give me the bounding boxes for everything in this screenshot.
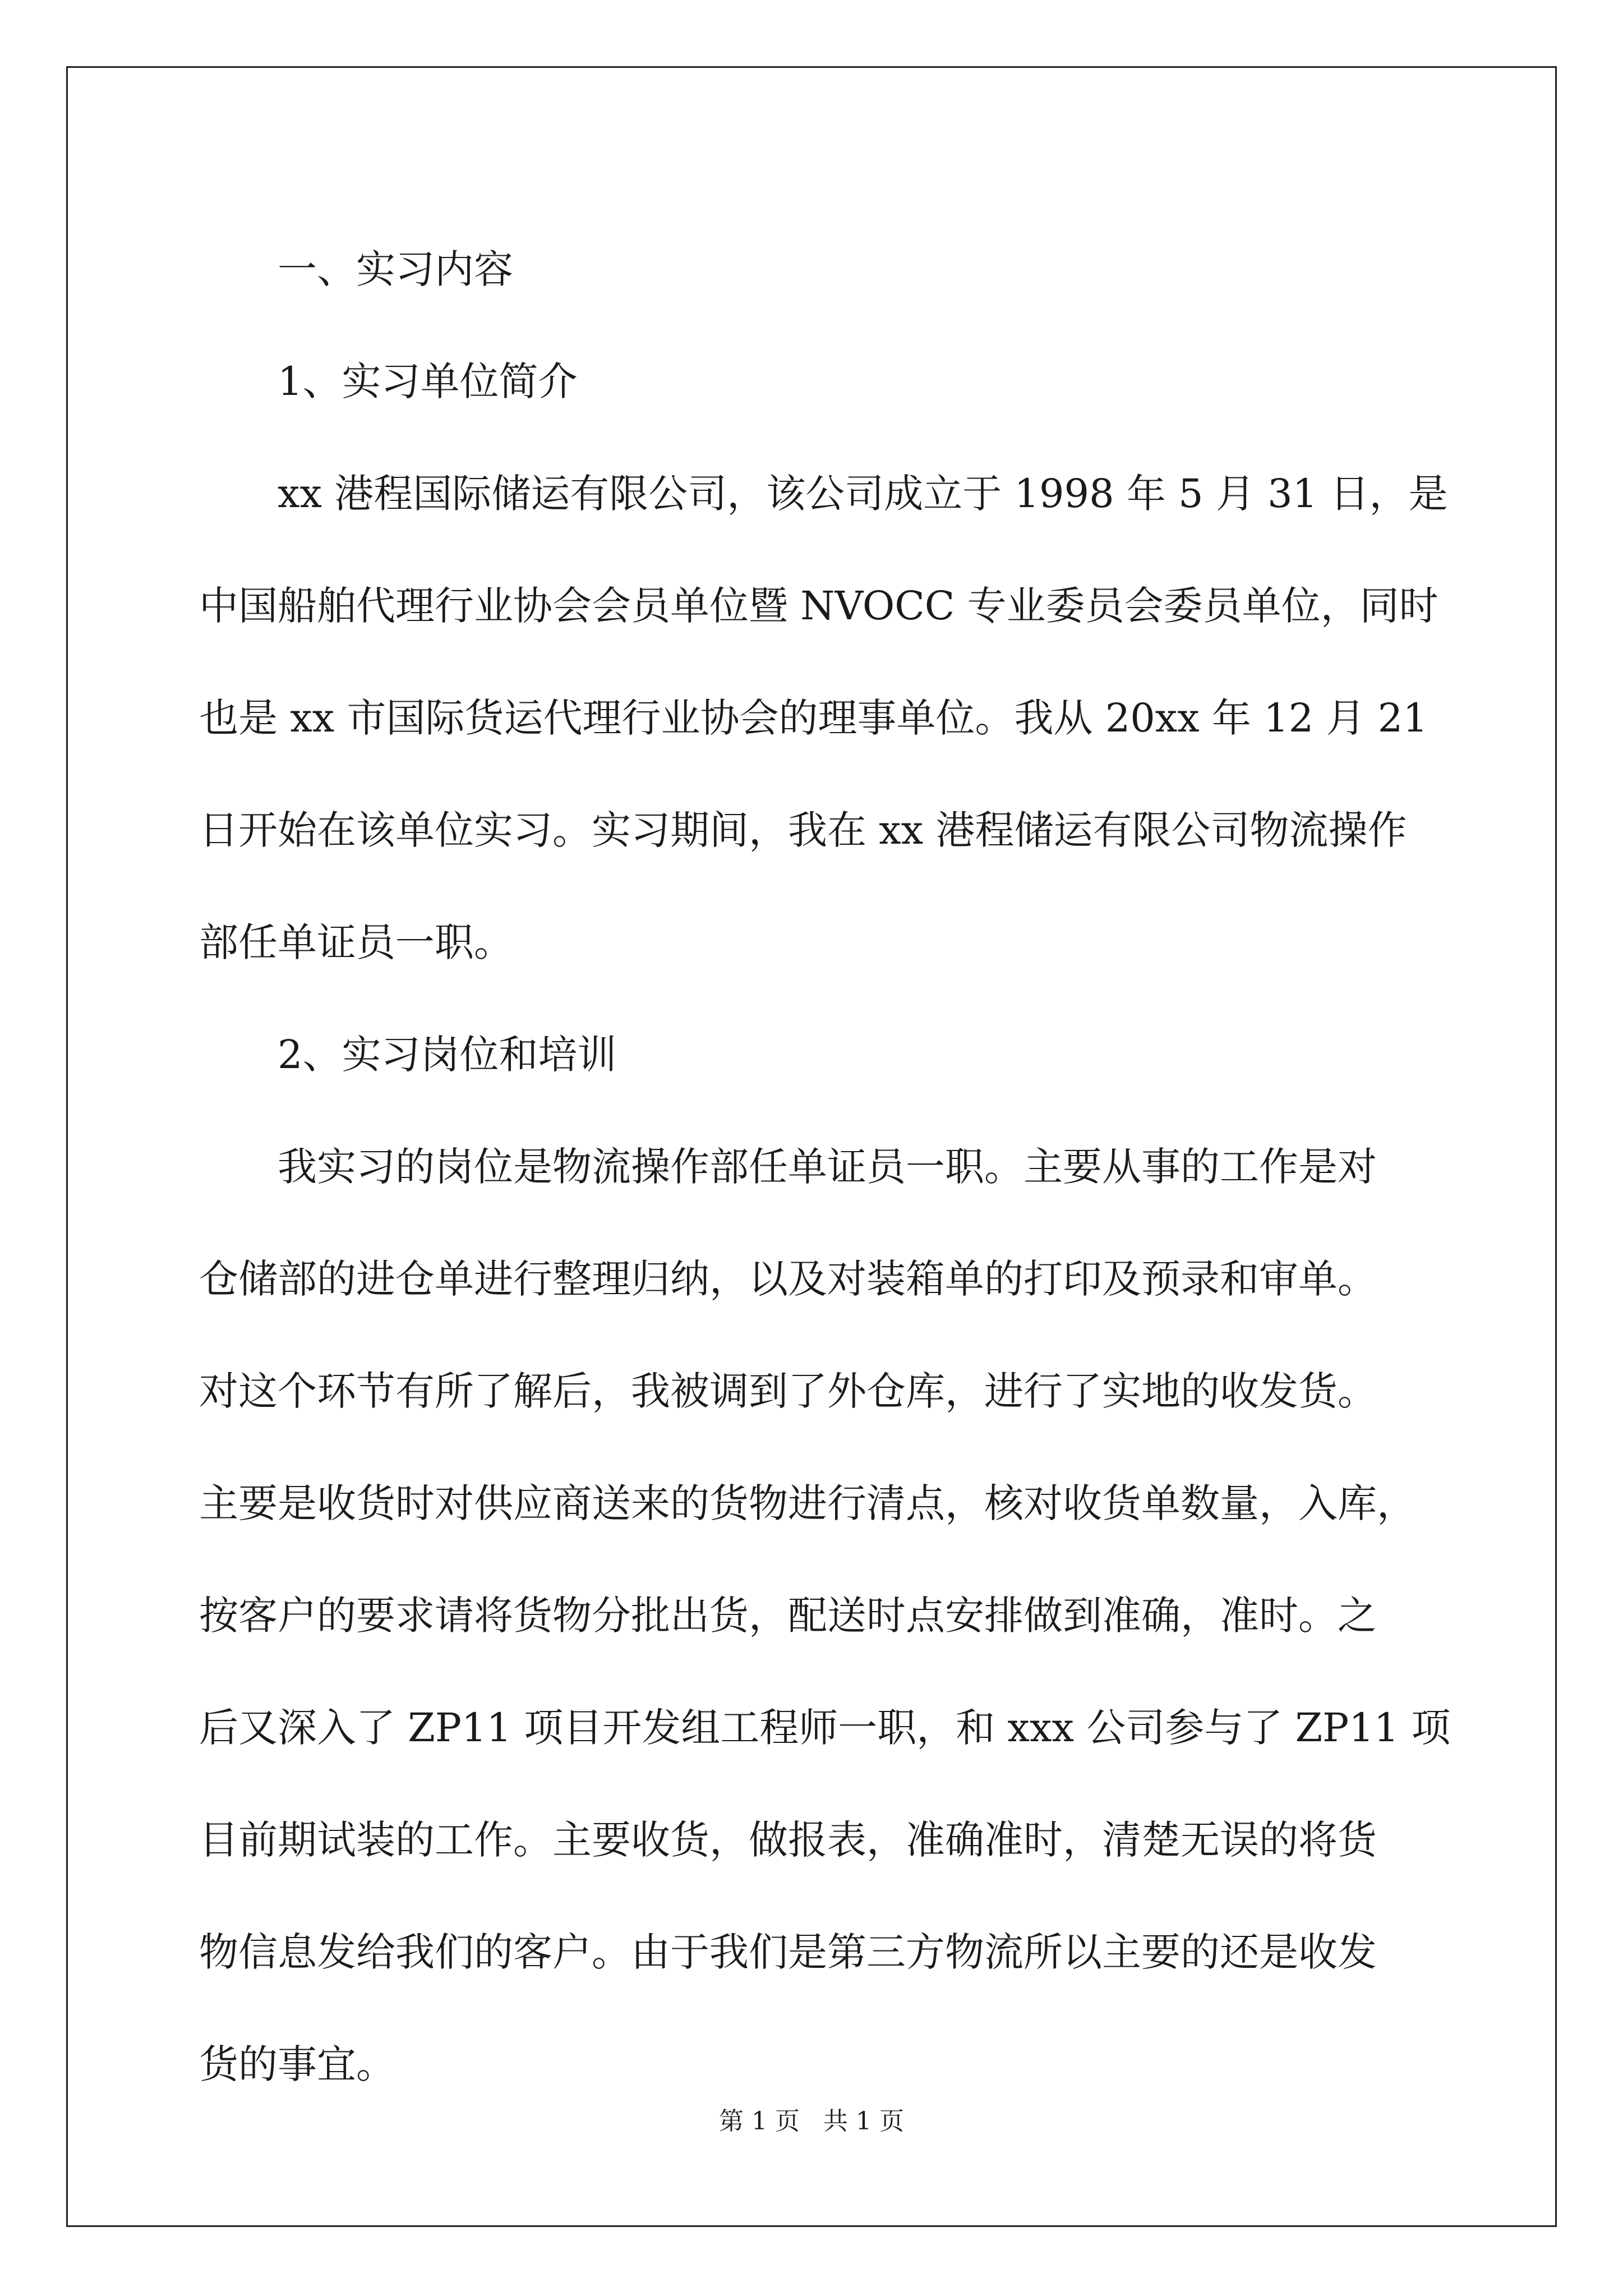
paragraph-line: 仓储部的进仓单进行整理归纳，以及对装箱单的打印及预录和审单。 [199, 1256, 1377, 1302]
page-number-footer: 第 1 页 共 1 页 [719, 2107, 904, 2136]
paragraph-line: 日开始在该单位实习。实习期间，我在 xx 港程储运有限公司物流操作 [199, 807, 1407, 853]
paragraph-line: 货的事宜。 [199, 2041, 395, 2087]
paragraph-line: 我实习的岗位是物流操作部任单证员一职。主要从事的工作是对 [278, 1144, 1377, 1190]
paragraph-line: 主要是收货时对供应商送来的货物进行清点，核对收货单数量，入库， [199, 1480, 1416, 1526]
paragraph-line: 部任单证员一职。 [199, 919, 513, 965]
paragraph-line: 按客户的要求请将货物分批出货，配送时点安排做到准确，准时。之 [199, 1593, 1377, 1639]
subsection-heading: 1、实习单位简介 [278, 358, 578, 404]
paragraph-line: 也是 xx 市国际货运代理行业协会的理事单位。我从 20xx 年 12 月 21 [199, 695, 1428, 741]
subsection-heading: 2、实习岗位和培训 [278, 1032, 617, 1078]
section-heading: 一、实习内容 [278, 246, 513, 292]
paragraph-line: 物信息发给我们的客户。由于我们是第三方物流所以主要的还是收发 [199, 1929, 1377, 1975]
document-body [199, 213, 1451, 2120]
paragraph-line: 中国船舶代理行业协会会员单位暨 NVOCC 专业委员会委员单位，同时 [199, 583, 1438, 629]
paragraph-line: 目前期试装的工作。主要收货，做报表，准确准时，清楚无误的将货 [199, 1817, 1377, 1863]
paragraph-line: 对这个环节有所了解后，我被调到了外仓库，进行了实地的收发货。 [199, 1368, 1377, 1414]
paragraph-line: xx 港程国际储运有限公司，该公司成立于 1998 年 5 月 31 日，是 [278, 471, 1448, 517]
paragraph-line: 后又深入了 ZP11 项目开发组工程师一职，和 xxx 公司参与了 ZP11 项 [199, 1705, 1451, 1751]
